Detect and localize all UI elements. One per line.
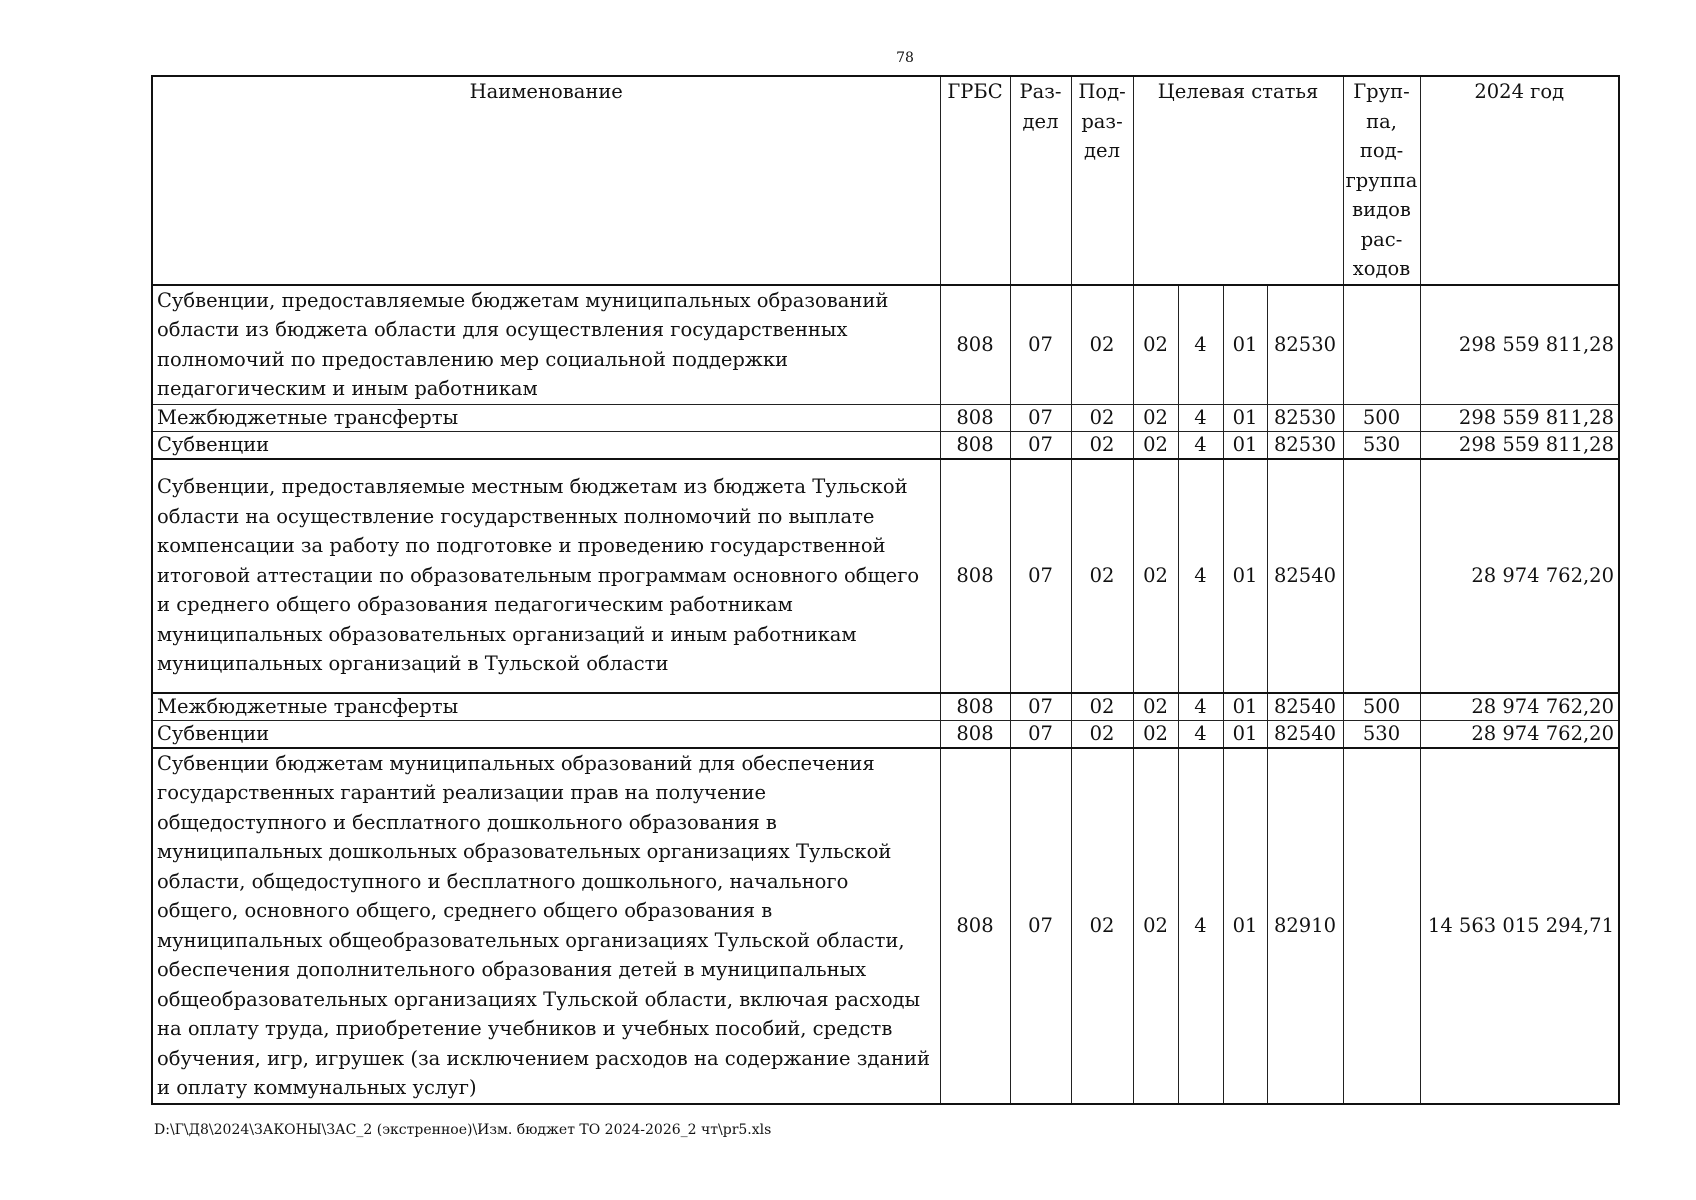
row-target-subprogram: 01 <box>1223 693 1267 721</box>
row-razdel: 07 <box>1010 431 1071 459</box>
row-target-type: 4 <box>1178 285 1223 405</box>
row-target-direction: 82530 <box>1267 431 1343 459</box>
header-expense-group: Груп- па, под- группа видов рас- ходов <box>1343 76 1420 285</box>
row-podrazdel: 02 <box>1071 748 1133 1104</box>
header-year-2024: 2024 год <box>1420 76 1619 285</box>
row-target-subprogram: 01 <box>1223 431 1267 459</box>
row-amount: 298 559 811,28 <box>1420 285 1619 405</box>
row-target-program: 02 <box>1133 404 1178 431</box>
row-target-direction: 82910 <box>1267 748 1343 1104</box>
row-podrazdel: 02 <box>1071 285 1133 405</box>
row-razdel: 07 <box>1010 720 1071 748</box>
row-name: Межбюджетные трансферты <box>152 693 940 721</box>
row-amount: 298 559 811,28 <box>1420 404 1619 431</box>
row-target-type: 4 <box>1178 431 1223 459</box>
header-row <box>152 76 1619 285</box>
row-target-program: 02 <box>1133 748 1178 1104</box>
row-target-direction: 82540 <box>1267 459 1343 693</box>
row-amount: 28 974 762,20 <box>1420 459 1619 693</box>
row-grbs: 808 <box>940 459 1010 693</box>
row-podrazdel: 02 <box>1071 693 1133 721</box>
header-name: Наименование <box>152 76 940 285</box>
row-amount: 298 559 811,28 <box>1420 431 1619 459</box>
row-name: Субвенции бюджетам муниципальных образований для обеспечения государственных гарантий реализации прав на получение общедоступного и бесплатного дошкольного образования в муниципальных дошкольных образовательных организациях Тульской области, общедоступного и бесплатного дошкольного, начального общего, основного общего, среднего общего образования в муниципальных общеобразовательных организациях Тульской области, обеспечения дополнительного образования детей в муниципальных общеобразовательных организациях Тульской области, включая расходы на оплату труда, приобретение учебников и учебных пособий, средств обучения, игр, игрушек (за исключением расходов на содержание зданий и оплату коммунальных услуг) <box>152 748 940 1104</box>
row-target-program: 02 <box>1133 459 1178 693</box>
row-amount: 28 974 762,20 <box>1420 693 1619 721</box>
row-expense-group <box>1343 748 1420 1104</box>
row-grbs: 808 <box>940 431 1010 459</box>
row-target-type: 4 <box>1178 720 1223 748</box>
row-razdel: 07 <box>1010 285 1071 405</box>
row-podrazdel: 02 <box>1071 404 1133 431</box>
row-target-subprogram: 01 <box>1223 720 1267 748</box>
row-grbs: 808 <box>940 404 1010 431</box>
table-row <box>152 431 1619 459</box>
row-expense-group <box>1343 285 1420 405</box>
row-target-program: 02 <box>1133 431 1178 459</box>
row-target-direction: 82540 <box>1267 720 1343 748</box>
row-target-subprogram: 01 <box>1223 748 1267 1104</box>
row-expense-group: 500 <box>1343 404 1420 431</box>
row-amount: 28 974 762,20 <box>1420 720 1619 748</box>
row-grbs: 808 <box>940 285 1010 405</box>
row-podrazdel: 02 <box>1071 459 1133 693</box>
row-target-direction: 82530 <box>1267 404 1343 431</box>
row-name: Субвенции, предоставляемые местным бюджетам из бюджета Тульской области на осуществление государственных полномочий по выплате компенсации за работу по подготовке и проведению государственной итоговой аттестации по образовательным программам основного общего и среднего общего образования педагогическим работникам муниципальных образовательных организаций и иным работникам муниципальных организаций в Тульской области <box>152 459 940 693</box>
row-podrazdel: 02 <box>1071 431 1133 459</box>
row-target-subprogram: 01 <box>1223 459 1267 693</box>
row-name: Межбюджетные трансферты <box>152 404 940 431</box>
header-grbs: ГРБС <box>940 76 1010 285</box>
row-grbs: 808 <box>940 693 1010 721</box>
table-row <box>152 748 1619 1104</box>
row-target-program: 02 <box>1133 285 1178 405</box>
row-name: Субвенции <box>152 720 940 748</box>
row-podrazdel: 02 <box>1071 720 1133 748</box>
row-target-program: 02 <box>1133 720 1178 748</box>
row-razdel: 07 <box>1010 404 1071 431</box>
row-target-type: 4 <box>1178 748 1223 1104</box>
budget-table <box>151 75 1620 1105</box>
row-target-subprogram: 01 <box>1223 285 1267 405</box>
table-row <box>152 459 1619 693</box>
page-number: 78 <box>896 50 914 66</box>
table-row <box>152 404 1619 431</box>
row-expense-group: 500 <box>1343 693 1420 721</box>
header-razdel: Раз- дел <box>1010 76 1071 285</box>
table-row <box>152 720 1619 748</box>
row-target-type: 4 <box>1178 404 1223 431</box>
row-target-type: 4 <box>1178 693 1223 721</box>
row-razdel: 07 <box>1010 459 1071 693</box>
footer-file-path: D:\Г\Д8\2024\ЗАКОНЫ\ЗАС_2 (экстренное)\Изм. бюджет ТО 2024-2026_2 чт\pr5.xls <box>154 1122 772 1138</box>
row-expense-group: 530 <box>1343 431 1420 459</box>
row-grbs: 808 <box>940 720 1010 748</box>
row-expense-group: 530 <box>1343 720 1420 748</box>
table-row <box>152 693 1619 721</box>
row-name: Субвенции <box>152 431 940 459</box>
row-name: Субвенции, предоставляемые бюджетам муниципальных образований области из бюджета области для осуществления государственных полномочий по предоставлению мер социальной поддержки педагогическим и иным работникам <box>152 285 940 405</box>
header-target-article: Целевая статья <box>1133 76 1343 285</box>
row-target-direction: 82530 <box>1267 285 1343 405</box>
row-target-direction: 82540 <box>1267 693 1343 721</box>
table-row <box>152 285 1619 405</box>
row-grbs: 808 <box>940 748 1010 1104</box>
row-target-subprogram: 01 <box>1223 404 1267 431</box>
row-razdel: 07 <box>1010 693 1071 721</box>
row-target-type: 4 <box>1178 459 1223 693</box>
header-podrazdel: Под- раз- дел <box>1071 76 1133 285</box>
row-target-program: 02 <box>1133 693 1178 721</box>
row-razdel: 07 <box>1010 748 1071 1104</box>
row-expense-group <box>1343 459 1420 693</box>
row-amount: 14 563 015 294,71 <box>1420 748 1619 1104</box>
